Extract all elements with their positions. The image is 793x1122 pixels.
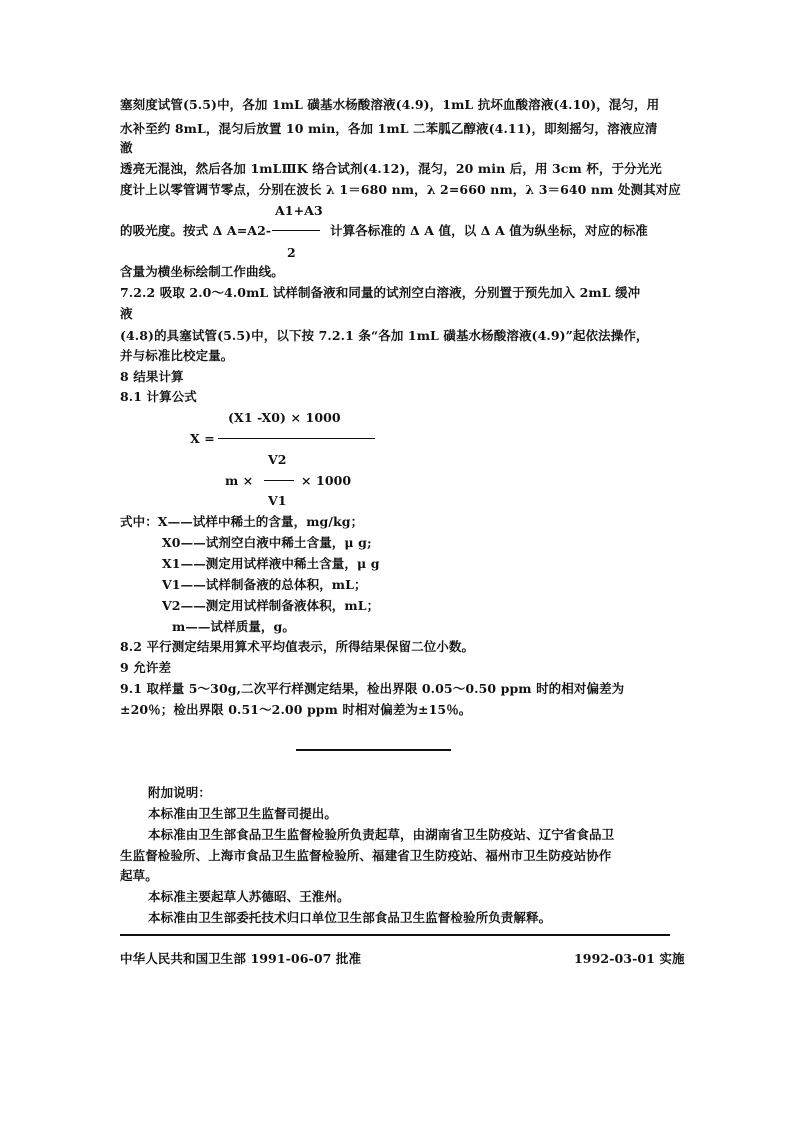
text-line: 透亮无混浊，然后各加 1mLⅢK 络合试剂(4.12)，混匀，20 min 后，用 3cm 杯，于分光光 xyxy=(120,161,662,176)
subsection-heading: 8.1 计算公式 xyxy=(120,389,197,404)
formula-numerator: (X1 -X0) × 1000 xyxy=(228,410,341,425)
text-line: 液 xyxy=(120,306,133,321)
text-line: 并与标准比校定量。 xyxy=(120,348,234,363)
text-line: 水补至约 8mL，混匀后放置 10 min，各加 1mL 二苯胍乙醇液(4.11)，即刻摇匀，溶液应清 xyxy=(120,121,658,136)
formula-m: m × xyxy=(225,473,254,488)
note-line: 生监督检验所、上海市食品卫生监督检验所、福建省卫生防疫站、福州市卫生防疫站协作 xyxy=(120,848,612,863)
where-line: V1——试样制备液的总体积，mL； xyxy=(162,577,367,592)
text-line: 9.1 取样量 5～30g,二次平行样测定结果，检出界限 0.05～0.50 ppm 时的相对偏差为 xyxy=(120,681,625,696)
where-line: X0——试剂空白液中稀土含量，μ g; xyxy=(162,535,372,550)
where-line: V2——测定用试样制备液体积，mL； xyxy=(162,598,380,613)
formula-v2: V2 xyxy=(268,452,287,467)
notes-title: 附加说明： xyxy=(148,785,212,800)
where-line: m——试样质量，g。 xyxy=(172,619,295,634)
text-line: 7.2.2 吸取 2.0～4.0mL 试样制备液和同量的试剂空白溶液，分别置于预先加入 2mL 缓冲 xyxy=(120,285,641,300)
text-line: 含量为横坐标绘制工作曲线。 xyxy=(120,264,284,279)
formula-sub-bar xyxy=(264,480,294,481)
section-heading: 8 结果计算 xyxy=(120,369,184,384)
where-line: 式中：X——试样中稀土的含量，mg/kg； xyxy=(120,514,364,529)
note-line: 本标准主要起草人苏德昭、王淮州。 xyxy=(148,889,350,904)
fraction-denominator: 2 xyxy=(287,245,296,260)
section-heading: 9 允许差 xyxy=(120,660,172,675)
fraction-bar xyxy=(272,230,320,231)
footer-effective: 1992-03-01 实施 xyxy=(574,951,685,966)
text-line: ±20％；检出界限 0.51～2.00 ppm 时相对偏差为±15％。 xyxy=(120,702,472,717)
where-line: X1——测定用试样液中稀土含量，μ g xyxy=(162,556,380,571)
note-line: 起草。 xyxy=(120,868,158,883)
note-line: 本标准由卫生部卫生监督司提出。 xyxy=(148,806,338,821)
text-line: 塞刻度试管(5.5)中，各加 1mL 磺基水杨酸溶液(4.9)，1mL 抗坏血酸溶液(4.10)，混匀，用 xyxy=(120,97,660,112)
text-line: (4.8)的具塞试管(5.5)中，以下按 7.2.1 条“各加 1mL 磺基水杨酸溶液(4.9)”起依法操作， xyxy=(120,328,649,343)
end-rule xyxy=(296,749,451,751)
note-line: 本标准由卫生部食品卫生监督检验所负责起草，由湖南省卫生防疫站、辽宁省食品卫 xyxy=(148,827,615,842)
formula-x1000: × 1000 xyxy=(301,473,352,488)
text-line: 度计上以零管调节零点，分别在波长 λ 1＝680 nm，λ 2=660 nm，λ 3＝640 nm 处测其对应 xyxy=(120,182,681,197)
note-line: 本标准由卫生部委托技术归口单位卫生部食品卫生监督检验所负责解释。 xyxy=(148,910,552,925)
footer-approved: 中华人民共和国卫生部 1991-06-07 批准 xyxy=(120,951,362,966)
formula-v1: V1 xyxy=(268,493,287,508)
text-line: 计算各标准的 Δ A 值，以 Δ A 值为纵坐标，对应的标准 xyxy=(330,223,648,238)
formula-main-bar xyxy=(218,438,375,439)
text-line: 8.2 平行测定结果用算术平均值表示，所得结果保留二位小数。 xyxy=(120,639,475,654)
footer-rule xyxy=(120,934,670,936)
text-line: 的吸光度。按式 Δ A=A2- xyxy=(120,223,272,238)
fraction-numerator: A1+A3 xyxy=(275,203,323,218)
formula-lhs: X = xyxy=(190,431,215,446)
text-line: 澈 xyxy=(120,140,133,155)
